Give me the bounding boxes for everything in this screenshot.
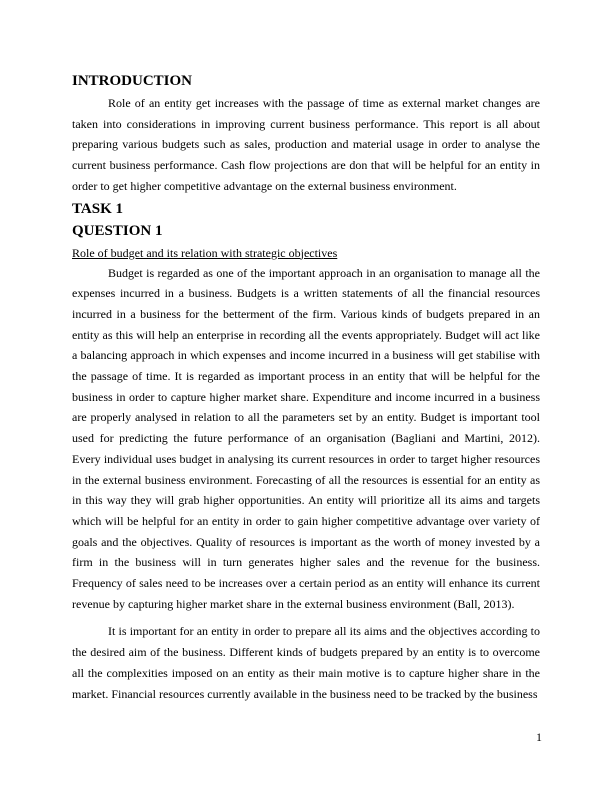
page-number: 1 <box>536 730 542 744</box>
page-content <box>72 72 540 704</box>
task-heading: TASK 1 <box>72 200 123 217</box>
introduction-heading: INTRODUCTION <box>72 73 193 89</box>
introduction-paragraph: Role of an entity get increases with the passage of time as external market changes are taken into considerations in improving current business performance. This report is all about preparing various budgets such as sales, production and material usage in order to analyse the current business performance. Cash flow projections are don that will be helpful for an entity in order to get higher competitive advantage on the external business environment. <box>72 96 540 193</box>
body-paragraph-1: Budget is regarded as one of the important approach in an organisation to manage all the expenses incurred in a business. Budgets is a written statements of all the financial resources incurred in a business for the betterment of the firm. Various kinds of budgets prepared in an entity as this will help an enterprise in recording all the events appropriately. Budget will act like a balancing approach in which expenses and income incurred in a business will get stabilise with the passage of time. It is regarded as important process in an entity that will be helpful for the business in order to capture higher market share. Expenditure and income incurred in a business are properly analysed in relation to all the parameters set by an entity. Budget is important tool used for predicting the future performance of an organisation (Bagliani and Martini, 2012). Every individual uses budget in analysing its current resources in order to target higher resources in the external business environment. Forecasting of all the resources is essential for an entity as in this way they will grab higher opportunities. An entity will prioritize all its aims and targets which will be helpful for an entity in order to gain higher competitive advantage over variety of goals and the objectives. Quality of resources is important as the worth of money invested by a firm in the business will in turn generates higher sales and the revenue for the business. Frequency of sales need to be increases over a certain period as an entity will enhance its current revenue by capturing higher market share in the external business environment (Ball, 2013). <box>72 265 540 611</box>
body-paragraph-2: It is important for an entity in order to prepare all its aims and the objectives according to the desired aim of the business. Different kinds of budgets prepared by an entity is to overcome all the complexities imposed on an entity as their main motive is to capture higher share in the market. Financial resources currently available in the business need to be tracked by the business <box>72 624 540 701</box>
section-subheading: Role of budget and its relation with strategic objectives <box>72 245 338 260</box>
question-heading: QUESTION 1 <box>72 222 163 239</box>
